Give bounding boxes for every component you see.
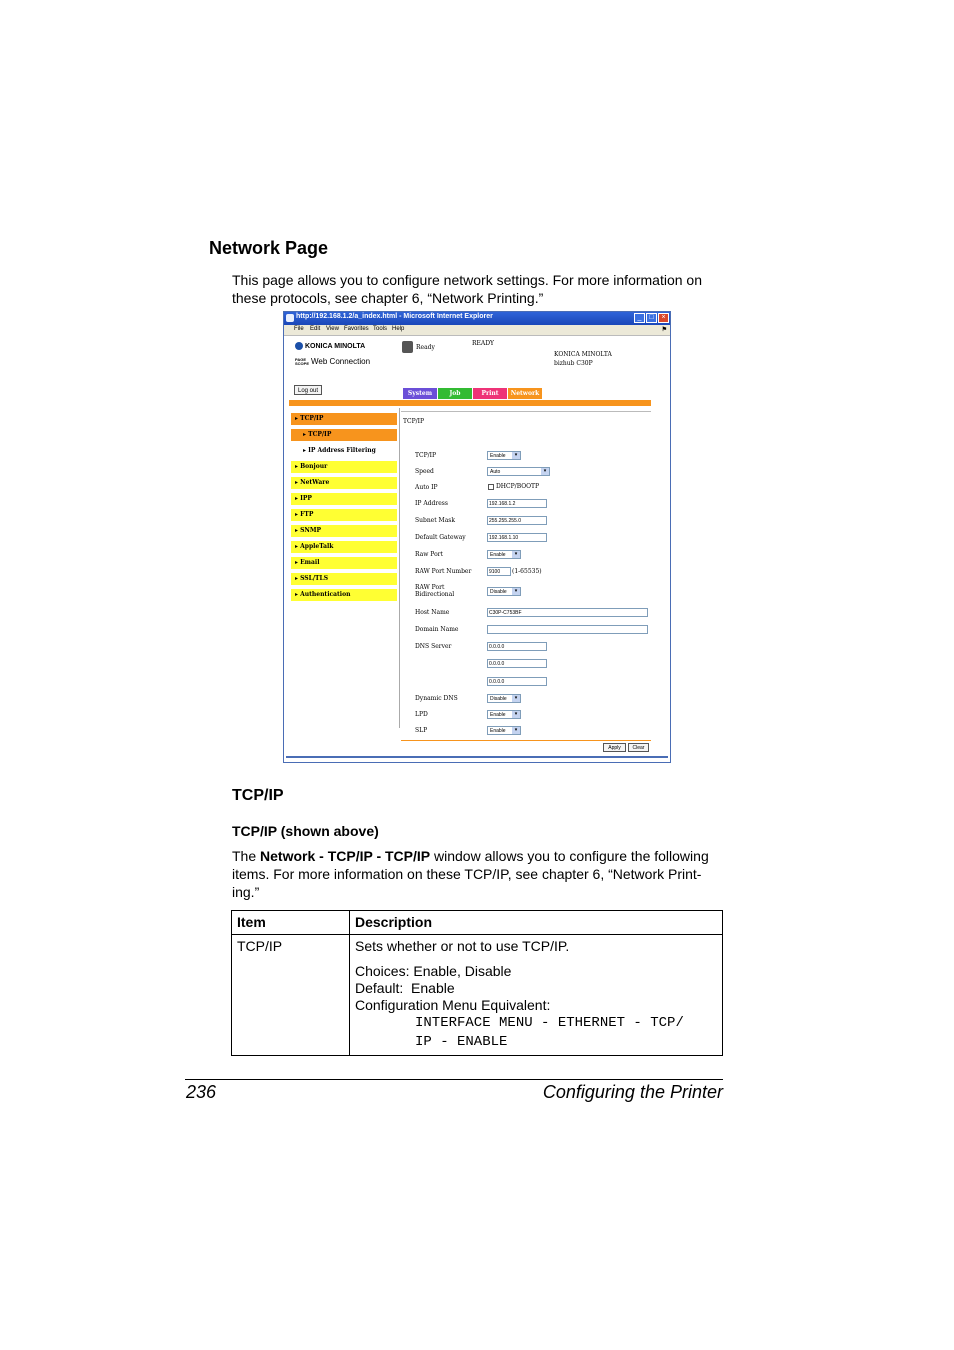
menu-bar <box>284 325 670 336</box>
chapter-title: Configuring the Printer <box>542 1082 723 1102</box>
tab-network[interactable]: Network <box>508 388 542 399</box>
slp-select[interactable] <box>487 726 521 735</box>
label-raw-port: Raw Port <box>415 551 443 558</box>
section-title: Network Page <box>209 238 329 258</box>
label-default-gateway: Default Gateway <box>415 534 466 541</box>
row-description <box>350 935 723 1056</box>
printer-icon <box>402 341 413 353</box>
label-host-name: Host Name <box>415 609 450 616</box>
apply-button[interactable]: Apply <box>603 743 626 752</box>
dynamic-dns-value: Disable <box>490 696 507 702</box>
body-pre: The <box>232 848 261 864</box>
maximize-icon[interactable]: □ <box>646 313 657 323</box>
speed-select[interactable] <box>487 467 550 476</box>
default-gateway-input[interactable]: 192.168.1.10 <box>487 533 547 542</box>
sidebar-item-netware[interactable]: ▸ NetWare <box>291 477 397 489</box>
model-line-1: KONICA MINOLTA <box>554 351 612 358</box>
label-speed: Speed <box>415 468 434 475</box>
chevron-down-icon: ▾ <box>541 468 549 475</box>
minimize-icon[interactable]: _ <box>634 313 645 323</box>
auto-ip-option: DHCP/BOOTP <box>496 483 540 490</box>
raw-port-range: (1-65535) <box>512 568 542 575</box>
chevron-down-icon: ▾ <box>512 452 520 459</box>
subsection-subtitle: TCP/IP (shown above) <box>232 823 379 839</box>
label-auto-ip: Auto IP <box>415 484 438 491</box>
form-bottom-bar <box>401 740 651 741</box>
menu-file[interactable]: File <box>294 326 304 332</box>
lpd-value: Enable <box>490 712 506 718</box>
body-post: window allows you to configure the following <box>430 848 709 864</box>
close-icon[interactable]: × <box>658 313 669 323</box>
body-bold: Network - TCP/IP - TCP/IP <box>260 848 431 864</box>
desc-line-1: Sets whether or not to use TCP/IP. <box>355 938 570 954</box>
body-line-2: items. For more information on these TCP/IP, see chapter 6, “Network Print- <box>232 866 702 882</box>
page-number: 236 <box>186 1082 217 1102</box>
menu-view[interactable]: View <box>326 326 339 332</box>
orange-header-bar <box>289 400 651 406</box>
raw-port-number-input[interactable]: 9100 <box>487 567 511 576</box>
header-item: Item <box>232 911 350 935</box>
domain-name-input[interactable] <box>487 625 648 634</box>
model-info <box>554 350 612 368</box>
web-page <box>285 336 669 761</box>
subnet-mask-input[interactable]: 255.255.255.0 <box>487 516 547 525</box>
table-header-row <box>232 911 723 935</box>
status-ready-caps: READY <box>472 340 495 347</box>
windows-flag-icon: ⚑ <box>661 327 667 333</box>
desc-mono-2: IP - ENABLE <box>415 1034 508 1050</box>
ip-address-input[interactable]: 192.168.1.2 <box>487 499 547 508</box>
row-item: TCP/IP <box>232 935 350 1056</box>
label-raw-port-bidir-1: RAW Port <box>415 584 445 591</box>
sidebar-item-ftp[interactable]: ▸ FTP <box>291 509 397 521</box>
form-title: TCP/IP <box>403 418 425 425</box>
model-line-2: bizhub C30P <box>554 360 593 367</box>
label-raw-port-number: RAW Port Number <box>415 568 472 575</box>
label-ip-address: IP Address <box>415 500 448 507</box>
chevron-down-icon: ▾ <box>512 588 520 595</box>
sidebar-subitem-ip-filtering[interactable]: ▸ IP Address Filtering <box>291 445 397 457</box>
label-dns-server: DNS Server <box>415 643 452 650</box>
desc-mono-1: INTERFACE MENU - ETHERNET - TCP/ <box>415 1015 684 1031</box>
label-subnet-mask: Subnet Mask <box>415 517 455 524</box>
sidebar-item-bonjour[interactable]: ▸ Bonjour <box>291 461 397 473</box>
desc-config: Configuration Menu Equivalent: <box>355 997 551 1013</box>
chevron-down-icon: ▾ <box>512 551 520 558</box>
tab-system[interactable]: System <box>403 388 437 399</box>
footer-rule <box>185 1079 723 1080</box>
window-titlebar <box>284 312 670 325</box>
label-domain-name: Domain Name <box>415 626 459 633</box>
chevron-down-icon: ▾ <box>512 695 520 702</box>
raw-port-select[interactable] <box>487 550 521 559</box>
sidebar-item-ssl-tls[interactable]: ▸ SSL/TLS <box>291 573 397 585</box>
pagescope-logo <box>295 357 370 366</box>
window-title: http://192.168.1.2/a_index.html - Microsoft Internet Explorer <box>296 313 493 320</box>
label-dynamic-dns: Dynamic DNS <box>415 695 458 702</box>
intro-line-1: This page allows you to configure network settings. For more information on <box>232 272 703 288</box>
raw-port-bidir-select[interactable] <box>487 587 521 596</box>
sidebar <box>289 408 400 728</box>
auto-ip-checkbox[interactable] <box>488 484 494 490</box>
tcpip-select[interactable] <box>487 451 521 460</box>
chevron-down-icon: ▾ <box>512 727 520 734</box>
menu-tools[interactable]: Tools <box>373 326 388 332</box>
sidebar-subitem-tcpip[interactable]: ▸ TCP/IP <box>291 429 397 441</box>
logout-button[interactable]: Log out <box>294 385 322 395</box>
speed-value: Auto <box>490 469 501 475</box>
body-line-1 <box>232 847 709 865</box>
raw-port-value: Enable <box>490 552 506 558</box>
sidebar-item-tcpip[interactable]: ▸ TCP/IP <box>291 413 397 425</box>
sidebar-item-snmp[interactable]: ▸ SNMP <box>291 525 397 537</box>
tab-print[interactable]: Print <box>473 388 507 399</box>
dns-server-3-input[interactable]: 0.0.0.0 <box>487 677 547 686</box>
header-description: Description <box>350 911 723 935</box>
menu-help[interactable]: Help <box>392 326 405 332</box>
subsection-title: TCP/IP <box>232 787 284 804</box>
label-lpd: LPD <box>415 711 428 718</box>
tab-job[interactable]: Job <box>438 388 472 399</box>
content-separator <box>401 411 651 412</box>
label-raw-port-bidir <box>415 584 454 598</box>
sidebar-item-ipp[interactable]: ▸ IPP <box>291 493 397 505</box>
desc-default: Default: Enable <box>355 980 455 996</box>
status-bar-line <box>286 756 668 758</box>
km-globe-icon <box>295 342 303 350</box>
lpd-select[interactable] <box>487 710 521 719</box>
intro-line-2: these protocols, see chapter 6, “Network Printing.” <box>232 290 544 306</box>
spec-table <box>231 910 723 1056</box>
sidebar-item-appletalk[interactable]: ▸ AppleTalk <box>291 541 397 553</box>
label-slp: SLP <box>415 727 428 734</box>
label-tcpip: TCP/IP <box>415 452 437 459</box>
chevron-down-icon: ▾ <box>512 711 520 718</box>
browser-screenshot <box>283 311 671 763</box>
clear-button[interactable]: Clear <box>628 743 649 752</box>
ie-icon <box>286 314 294 322</box>
web-connection-text: Web Connection <box>311 357 371 366</box>
desc-choices: Choices: Enable, Disable <box>355 963 512 979</box>
status-ready: Ready <box>416 344 435 351</box>
table-row <box>232 935 723 1056</box>
raw-port-bidir-value: Disable <box>490 589 507 595</box>
tcpip-value: Enable <box>490 453 506 459</box>
pagescope-icon: PAGE SCOPE <box>295 356 310 366</box>
menu-favorites[interactable]: Favorites <box>344 326 369 332</box>
sidebar-item-email[interactable]: ▸ Email <box>291 557 397 569</box>
slp-value: Enable <box>490 728 506 734</box>
brand-text: KONICA MINOLTA <box>305 342 366 350</box>
body-line-3: ing.” <box>232 884 260 900</box>
dns-server-2-input[interactable]: 0.0.0.0 <box>487 659 547 668</box>
dynamic-dns-select[interactable] <box>487 694 521 703</box>
host-name-input[interactable]: C30P-C753BF <box>487 608 648 617</box>
sidebar-item-authentication[interactable]: ▸ Authentication <box>291 589 397 601</box>
menu-edit[interactable]: Edit <box>310 326 321 332</box>
label-raw-port-bidir-2: Bidirectional <box>415 591 455 598</box>
konica-minolta-logo <box>295 342 365 350</box>
dns-server-1-input[interactable]: 0.0.0.0 <box>487 642 547 651</box>
